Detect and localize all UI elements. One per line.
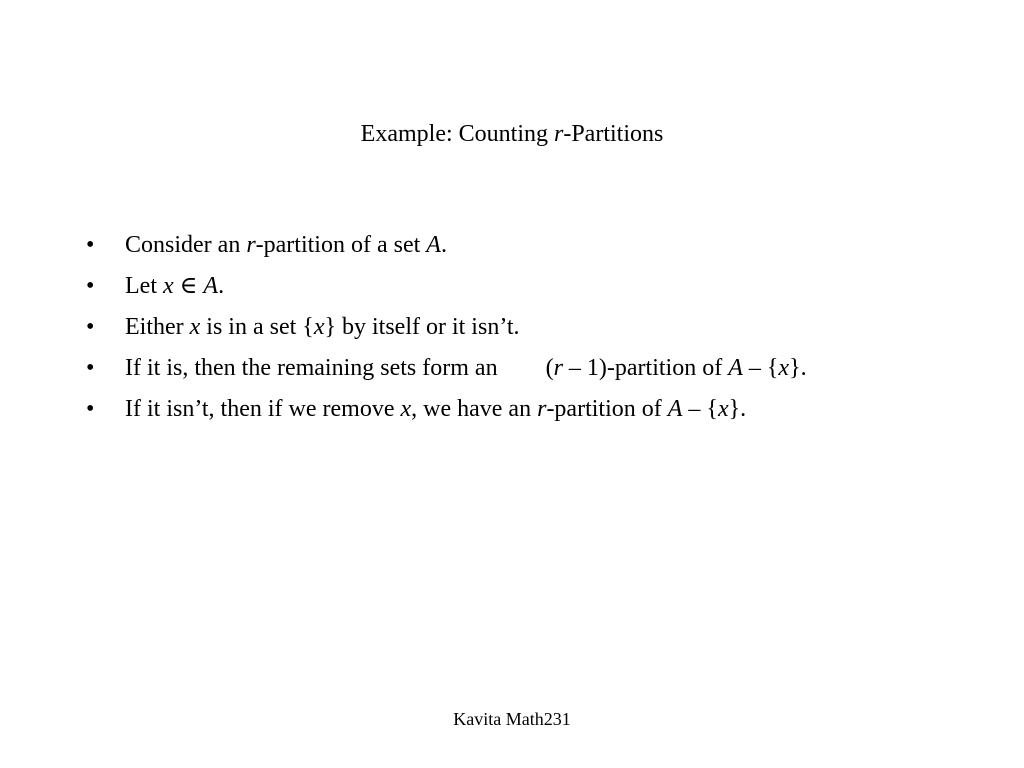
bullet-marker: • [86, 314, 95, 340]
bullet-text: Consider an r-partition of a set A. [125, 232, 447, 258]
bullet-text: If it is, then the remaining sets form an (r – 1)-partition of A – {x}. [125, 355, 807, 381]
title-part2: Counting [458, 121, 554, 147]
bullet-list [86, 229, 1006, 434]
bullet-item [86, 229, 1006, 270]
slide-title [0, 118, 1024, 150]
bullet-marker: • [86, 273, 95, 299]
title-part1: Example: [360, 121, 453, 147]
bullet-item [86, 311, 1006, 352]
bullet-item [86, 270, 1006, 311]
bullet-marker: • [86, 355, 95, 381]
bullet-marker: • [86, 396, 95, 422]
bullet-marker: • [86, 232, 95, 258]
bullet-text: Let x ∈ A. [125, 273, 225, 299]
title-variable: r [553, 121, 564, 147]
bullet-text: If it isn’t, then if we remove x, we have an r-partition of A – {x}. [125, 396, 747, 422]
bullet-item [86, 352, 1006, 393]
bullet-item [86, 393, 1006, 434]
bullet-text: Either x is in a set {x} by itself or it isn’t. [125, 314, 520, 340]
slide-footer: Kavita Math231 [453, 709, 571, 729]
title-part3: -Partitions [563, 121, 664, 147]
